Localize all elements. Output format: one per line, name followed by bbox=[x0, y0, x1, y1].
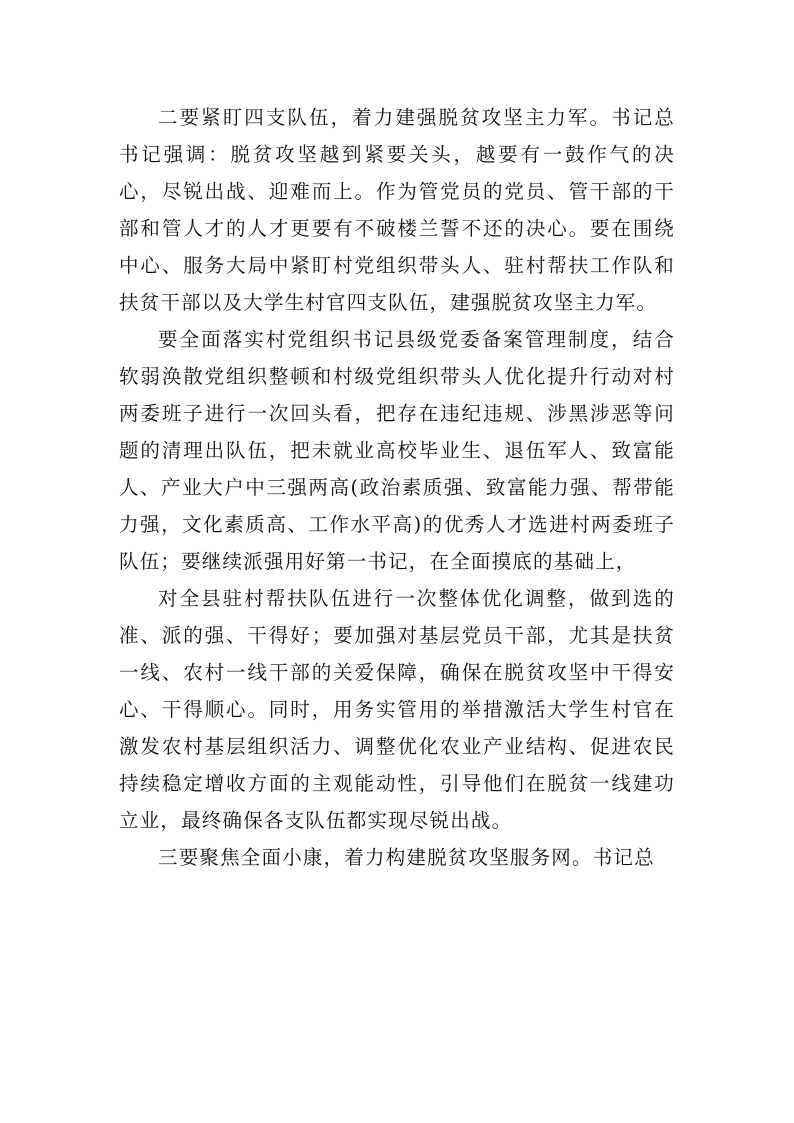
paragraph: 二要紧盯四支队伍，着力建强脱贫攻坚主力军。书记总书记强调：脱贫攻坚越到紧要关头，越要有一鼓作气的决心，尽锐出战、迎难而上。作为管党员的党员、管干部的干部和管人才的人才更要有不破楼兰誓不还的决心。要在围绕中心、服务大局中紧盯村党组织带头人、驻村帮扶工作队和扶贫干部以及大学生村官四支队伍，建强脱贫攻坚主力军。 bbox=[119, 106, 675, 314]
paragraph: 对全县驻村帮扶队伍进行一次整体优化调整，做到选的准、派的强、干得好；要加强对基层党员干部，尤其是扶贫一线、农村一线干部的关爱保障，确保在脱贫攻坚中干得安心、干得顺心。同时，用务实管用的举措激活大学生村官在激发农村基层组织活力、调整优化农业产业结构、促进农民持续稳定增收方面的主观能动性，引导他们在脱贫一线建功立业，最终确保各支队伍都实现尽锐出战。 bbox=[119, 587, 675, 832]
document-body bbox=[119, 99, 675, 876]
paragraph: 要全面落实村党组织书记县级党委备案管理制度，结合软弱涣散党组织整顿和村级党组织带头人优化提升行动对村两委班子进行一次回头看，把存在违纪违规、涉黑涉恶等问题的清理出队伍，把未就业高校毕业生、退伍军人、致富能人、产业大户中三强两高(政治素质强、致富能力强、帮带能力强，文化素质高、工作水平高)的优秀人才选进村两委班子队伍；要继续派强用好第一书记，在全面摸底的基础上， bbox=[119, 328, 675, 573]
paragraph: 三要聚焦全面小康，着力构建脱贫攻坚服务网。书记总 bbox=[158, 846, 655, 869]
